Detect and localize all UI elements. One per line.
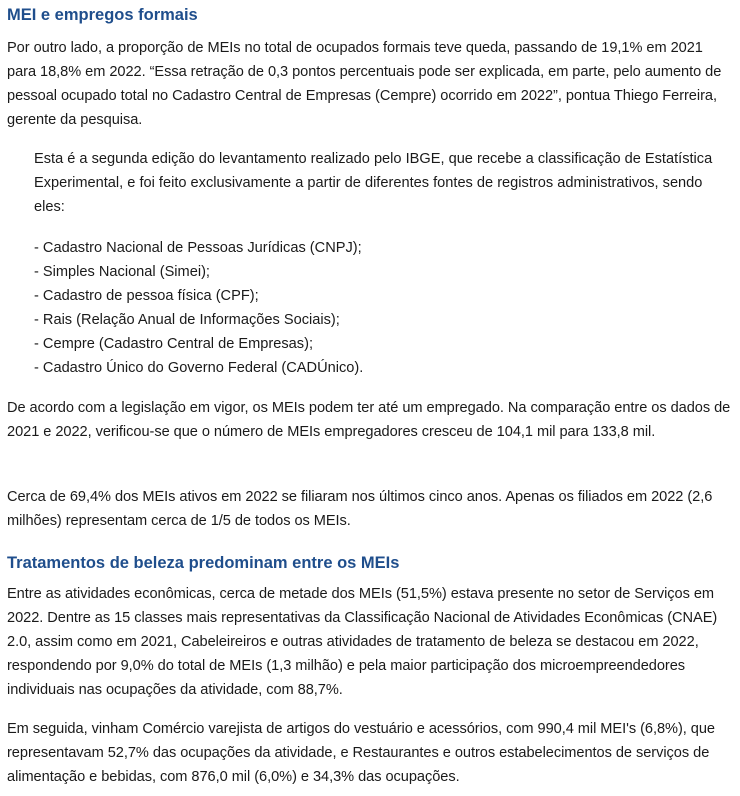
- section-heading-tratamentos-beleza: Tratamentos de beleza predominam entre os MEIs: [7, 554, 400, 572]
- source-item-cpf: - Cadastro de pessoa física (CPF);: [34, 288, 259, 304]
- section-heading-mei-empregos: MEI e empregos formais: [7, 6, 198, 24]
- source-item-rais: - Rais (Relação Anual de Informações Sociais);: [34, 312, 340, 328]
- paragraph-filiacao: Cerca de 69,4% dos MEIs ativos em 2022 se filiaram nos últimos cinco anos. Apenas os filiados em 2022 (2,6 milhões) representam cerca de 1/5 de todos os MEIs.: [7, 489, 713, 529]
- source-item-cadunico: - Cadastro Único do Governo Federal (CADÚnico).: [34, 360, 364, 376]
- sources-list: [34, 236, 734, 380]
- paragraph-meis-empregadores: De acordo com a legislação em vigor, os MEIs podem ter até um empregado. Na comparação entre os dados de 2021 e 2022, verificou-se que o número de MEIs empregadores cresceu de 104,1 mil para 133,8 mil.: [7, 400, 731, 440]
- source-item-simei: - Simples Nacional (Simei);: [34, 264, 210, 280]
- source-item-cempre: - Cempre (Cadastro Central de Empresas);: [34, 336, 313, 352]
- quote-block-fontes: [34, 147, 734, 376]
- quote-intro: Esta é a segunda edição do levantamento realizado pelo IBGE, que recebe a classificação de Estatística Experimental, e foi feito exclusivamente a partir de diferentes fontes de registros administrativos, sendo eles:: [34, 151, 713, 215]
- paragraph-comercio-varejista: Em seguida, vinham Comércio varejista de artigos do vestuário e acessórios, com 990,4 mil MEI's (6,8%), que representavam 52,7% das ocupações da atividade, e Restaurantes e outros estabelecimentos de serviços de alimentação e bebidas, com 876,0 mil (6,0%) e 34,3% das ocupações.: [7, 721, 715, 785]
- paragraph-proporcao-meis: Por outro lado, a proporção de MEIs no total de ocupados formais teve queda, passando de 19,1% em 2021 para 18,8% em 2022. “Essa retração de 0,3 pontos percentuais pode ser explicada, em parte, pelo aumento de pessoal ocupado total no Cadastro Central de Empresas (Cempre) ocorrido em 2022”, pontua Thiego Ferreira, gerente da pesquisa.: [7, 40, 722, 128]
- source-item-cnpj: - Cadastro Nacional de Pessoas Jurídicas (CNPJ);: [34, 240, 362, 256]
- paragraph-atividades-economicas: Entre as atividades econômicas, cerca de metade dos MEIs (51,5%) estava presente no setor de Serviços em 2022. Dentre as 15 classes mais representativas da Classificação Nacional de Atividades Econômicas (CNAE) 2.0, assim como em 2021, Cabeleireiros e outras atividades de tratamento de beleza se destacou em 2022, respondendo por 9,0% do total de MEIs (1,3 milhão) e pela maior participação dos microempreendedores individuais nas ocupações da atividade, com 88,7%.: [7, 586, 718, 698]
